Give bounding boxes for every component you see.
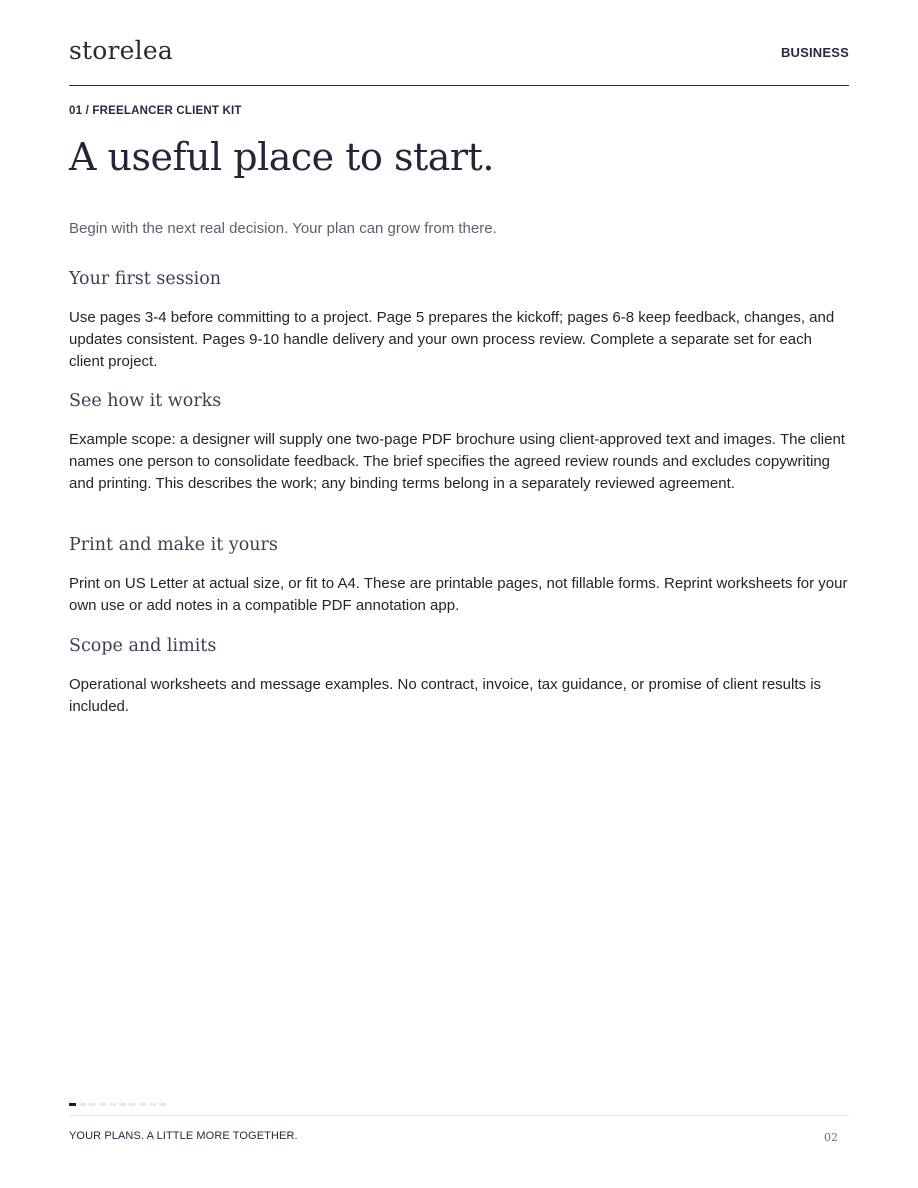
section-body: Example scope: a designer will supply one two-page PDF brochure using client-approved text and images. The client names one person to consolidate feedback. The brief specifies the agreed review rounds and excludes copywriting and printing. This describes the work; any binding terms belong in a separately reviewed agreement. xyxy=(69,431,845,492)
progress-segment xyxy=(139,1103,146,1106)
section-how-it-works xyxy=(69,387,849,495)
page-number: 02 xyxy=(824,1131,838,1144)
section-heading: Your first session xyxy=(69,269,222,289)
progress-segment xyxy=(149,1103,156,1106)
page-header xyxy=(69,0,849,86)
section-eyebrow: 01 / FREELANCER CLIENT KIT xyxy=(69,105,242,117)
progress-segment xyxy=(129,1103,136,1106)
progress-segment-active xyxy=(69,1103,76,1106)
footer-divider xyxy=(69,1115,849,1116)
progress-segment xyxy=(79,1103,86,1106)
footer-tagline: YOUR PLANS. A LITTLE MORE TOGETHER. xyxy=(69,1130,298,1142)
section-heading: Scope and limits xyxy=(69,636,217,656)
category-label: BUSINESS xyxy=(780,45,849,60)
section-heading: Print and make it yours xyxy=(69,535,278,555)
section-print xyxy=(69,531,849,617)
progress-segment xyxy=(119,1103,126,1106)
section-scope-limits xyxy=(69,632,849,718)
brand-logo: storelea xyxy=(69,36,173,65)
section-body: Use pages 3-4 before committing to a project. Page 5 prepares the kickoff; pages 6-8 keep feedback, changes, and updates consistent. Pages 9-10 handle delivery and your own process review. Complete a separate set for each client project. xyxy=(69,309,835,370)
lede-text: Begin with the next real decision. Your plan can grow from there. xyxy=(69,220,497,237)
progress-segment xyxy=(159,1103,166,1106)
section-body: Print on US Letter at actual size, or fit to A4. These are printable pages, not fillable forms. Reprint worksheets for your own use or add notes in a compatible PDF annotation app. xyxy=(69,575,848,614)
progress-segment xyxy=(109,1103,116,1106)
progress-segment xyxy=(89,1103,96,1106)
document-page xyxy=(69,0,849,1188)
page-progress-indicator xyxy=(69,1103,166,1107)
section-body: Operational worksheets and message examples. No contract, invoice, tax guidance, or promise of client results is included. xyxy=(69,676,822,715)
section-heading: See how it works xyxy=(69,391,222,411)
section-first-session xyxy=(69,265,849,373)
progress-segment xyxy=(99,1103,106,1106)
page-title: A useful place to start. xyxy=(69,135,494,179)
